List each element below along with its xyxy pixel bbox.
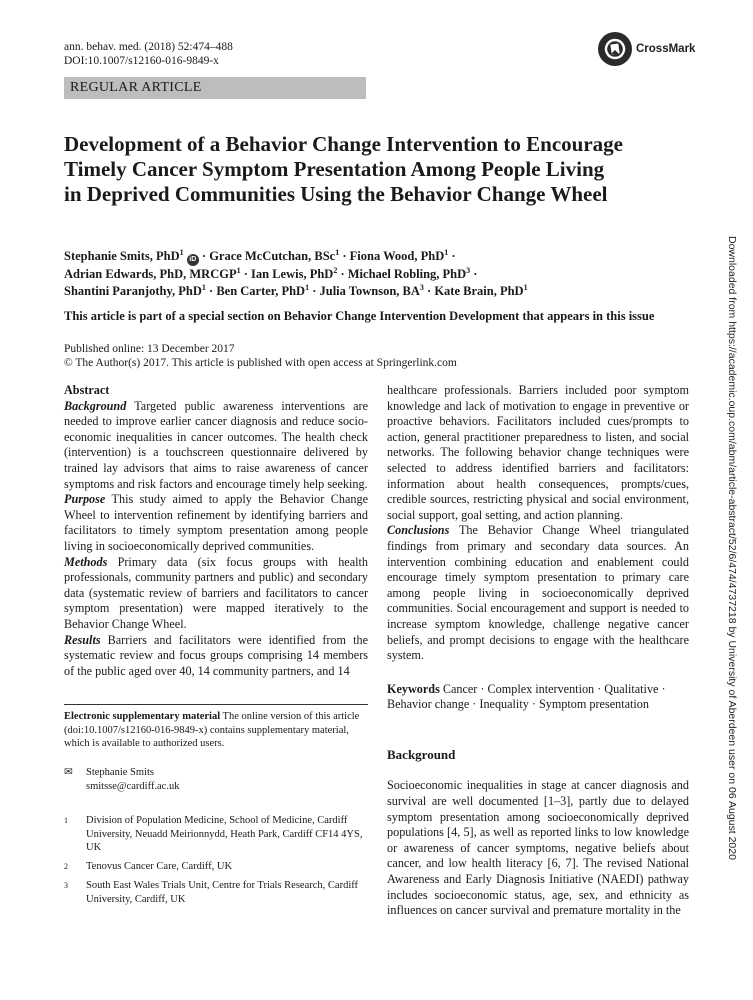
methods-label: Methods [64,554,108,569]
publication-dates [64,342,457,370]
author-separator: · [423,284,435,298]
supplementary-note [64,704,368,751]
crossmark-label: CrossMark [636,43,696,55]
crossmark-badge[interactable] [598,32,695,66]
results-text: Barriers and facilitators were identified from the systematic review and focus groups comprising 14 members of the public aged over 40, 14 community partners, and 14 [64,632,368,678]
affiliation-marker: 2 [333,265,338,275]
envelope-icon: ✉ [64,767,73,778]
author-name[interactable]: Shantini Paranjothy, PhD [64,284,202,298]
affiliation-marker: 1 [179,247,184,257]
affiliation-marker: 3 [419,282,424,292]
affiliation-marker: 3 [466,265,471,275]
author-name[interactable]: Adrian Edwards, PhD, MRCGP [64,267,237,281]
author-separator: · [240,267,252,281]
affiliation-number: 2 [64,862,68,871]
abstract-results [64,633,368,680]
contact-email[interactable]: smitsse@cardiff.ac.uk [86,780,180,792]
title-line-2: Timely Cancer Symptom Presentation Among People Living [64,157,605,181]
affiliation-marker: 1 [335,247,340,257]
author-separator: · [198,249,210,263]
author-name[interactable]: Fiona Wood, PhD [349,249,445,263]
background-heading: Background [387,746,456,762]
author-name[interactable]: Kate Brain, PhD [434,284,524,298]
author-separator: · [309,284,320,298]
abstract-heading: Abstract [64,383,110,397]
title-line-1: Development of a Behavior Change Intervention to Encourage [64,132,623,156]
corresponding-author [64,766,368,793]
author-line-1 [64,248,664,266]
download-note: Downloaded from https://academic.oup.com/abm/article-abstract/52/6/474/4737218 by University of Aberdeen user on 06 August 2020 [726,236,738,860]
orcid-icon[interactable]: iD [187,254,199,266]
affiliation-marker: 1 [523,282,528,292]
background-text: Targeted public awareness interventions are needed to improve earlier cancer diagnosis and reduce socio-economic inequalities in cancer outcomes. The health check (intervention) is a touchscreen questionnaire delivered by trained lay advisors that aims to raise awareness of cancer symptoms and risk factors and encourage timely help seeking. [64,398,368,491]
author-list [64,248,664,300]
author-name[interactable]: Michael Robling, PhD [347,267,467,281]
abstract-purpose [64,492,368,554]
abstract-methods [64,555,368,633]
conclusions-label: Conclusions [387,523,450,538]
background-label: Background [64,398,127,413]
affiliation-item [64,879,368,906]
purpose-label: Purpose [64,492,106,507]
published-date: Published online: 13 December 2017 [64,343,235,355]
article-title [64,132,664,207]
author-line-2 [64,266,664,283]
supplementary-label: Electronic supplementary material [64,711,221,722]
author-name[interactable]: Ian Lewis, PhD [251,267,334,281]
author-separator: · [337,267,348,281]
download-watermark [724,236,738,860]
journal-citation [64,40,233,68]
background-paragraph: Socioeconomic inequalities in stage at cancer diagnosis and survival are well documented [1–3], partly due to delayed symptom presentation among socioeconomically deprived populations [4, 5], as well as reported links to low knowledge or awareness of cancer symptoms, negative beliefs about cancer, and low health literacy [6, 7]. The revised National Awareness and Early Diagnosis Initiative (NAEDI) pathway includes socioeconomic status, age, sex, and ethnicity as influences on cancer survival and premature mortality in the [387,778,689,918]
supplementary-text: The online version of this article (doi:10.1007/s12160-016-9849-x) contains supplementary material, which is available to authorized users. [64,711,360,749]
results-continued: healthcare professionals. Barriers included poor symptom knowledge and lack of motivation to engage in preventive or proactive behaviors. Facilitators included cues/prompts to action, general practitioner preparedness to listen, and social networks. The following behavior change techniques were selected to address identified barriers and facilitators: information about health consequences, prompts/cues, credible sources, restricting physical and social environment, social support, goal setting, and action planning. [387,383,689,522]
crossmark-icon [598,32,632,66]
author-name[interactable]: Ben Carter, PhD [216,284,306,298]
affiliation-text: Division of Population Medicine, School of Medicine, Cardiff University, Neuadd Meirionnydd, Heath Park, Cardiff CF14 4YS, UK [86,815,363,853]
purpose-text: This study aimed to apply the Behavior Change Wheel to intervention refinement by identifying barriers and facilitators to timely symptom presentation among people living in socioeconomically deprived communities. [64,492,368,553]
affiliation-number: 1 [64,816,68,825]
affiliation-marker: 1 [444,247,449,257]
author-name[interactable]: Julia Townson, BA [319,284,420,298]
author-separator: · [470,267,478,281]
author-name[interactable]: Stephanie Smits, PhD [64,249,180,263]
author-separator: · [448,249,456,263]
affiliation-text: Tenovus Cancer Care, Cardiff, UK [86,861,233,872]
affiliation-marker: 1 [201,282,206,292]
copyright-line: © The Author(s) 2017. This article is published with open access at Springerlink.com [64,357,457,369]
affiliation-marker: 1 [236,265,241,275]
affiliation-item [64,860,368,874]
affiliation-number: 3 [64,881,68,890]
contact-name: Stephanie Smits [86,767,154,778]
abstract-conclusions [387,523,689,663]
conclusions-text: The Behavior Change Wheel triangulated findings from primary and secondary data sources. An intervention combining education and enablement could encourage timely symptom presentation to primary care among people living in socioeconomically deprived communities. Social encouragement and support is needed to increase symptom knowledge, challenge negative cancer beliefs, and prompt decisions to engage with the healthcare system. [387,523,689,663]
abstract-right-column [387,383,689,919]
affiliation-marker: 1 [305,282,310,292]
affiliation-text: South East Wales Trials Unit, Centre for Trials Research, Cardiff University, Cardiff, UK [86,880,359,905]
author-separator: · [339,249,350,263]
methods-text: Primary data (six focus groups with health professionals, community partners and public) and secondary data (systematic review of barriers and facilitators to cancer symptom presentation) were mapped iteratively to the Behavior Change Wheel. [64,554,368,631]
results-label: Results [64,632,101,647]
title-line-3: in Deprived Communities Using the Behavior Change Wheel [64,182,608,206]
abstract-left-column [64,383,368,679]
doi-line[interactable]: DOI:10.1007/s12160-016-9849-x [64,55,219,67]
author-line-3 [64,283,664,300]
author-separator: · [205,284,217,298]
keywords-text: Cancer · Complex intervention · Qualitative · Behavior change · Inequality · Symptom presentation [387,681,666,712]
author-name[interactable]: Grace McCutchan, BSc [209,249,336,263]
keywords [387,682,689,713]
article-type-banner: REGULAR ARTICLE [64,77,366,99]
journal-line: ann. behav. med. (2018) 52:474–488 [64,41,233,53]
affiliation-item [64,814,368,855]
special-section-note: This article is part of a special section on Behavior Change Intervention Development that appears in this issue [64,309,655,323]
abstract-background [64,399,368,493]
keywords-label: Keywords [387,681,440,696]
